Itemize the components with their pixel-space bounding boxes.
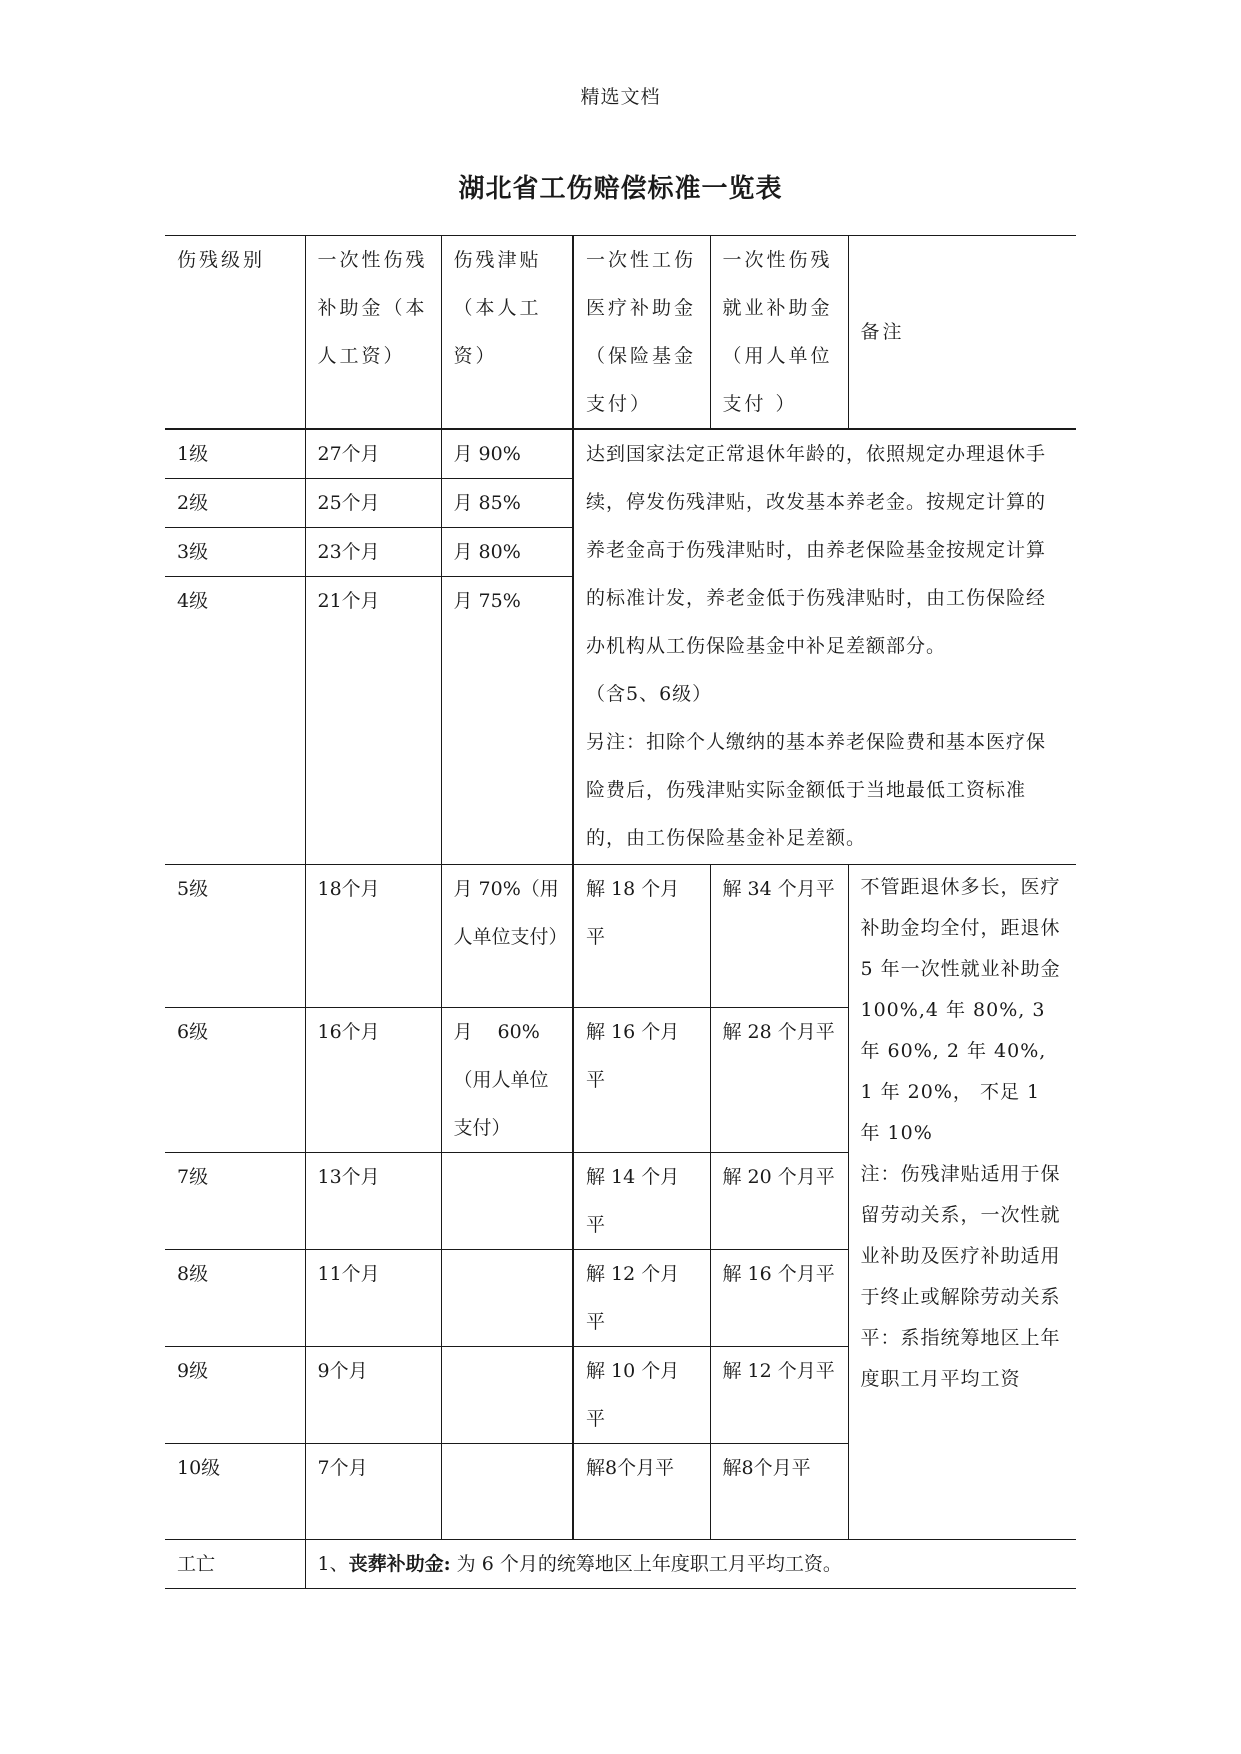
medical-cell: 解 10 个月平	[573, 1347, 710, 1444]
level-cell: 10级	[165, 1444, 305, 1540]
medical-cell: 解 12 个月平	[573, 1250, 710, 1347]
header-medical: 一次性工伤医疗补助金（保险基金支付）	[573, 236, 710, 430]
remarks-note-part2: 注：伤残津贴适用于保留劳动关系，一次性就业补助及医疗补助适用于终止或解除劳动关系	[860, 1163, 1061, 1308]
remarks-note-part3: 平：系指统筹地区上年度职工月平均工资	[860, 1327, 1061, 1390]
employment-cell: 解 12 个月平	[710, 1347, 848, 1444]
employment-cell: 解 16 个月平	[710, 1250, 848, 1347]
level-cell: 2级	[165, 479, 305, 528]
table-header-row	[165, 236, 1076, 430]
death-row	[165, 1540, 1076, 1589]
header-level: 伤残级别	[165, 236, 305, 430]
level-cell: 8级	[165, 1250, 305, 1347]
page-header-note: 精选文档	[580, 86, 661, 108]
lump-sum-cell: 18个月	[305, 865, 441, 1008]
allowance-cell: 月 90%	[441, 429, 573, 479]
lump-sum-cell: 16个月	[305, 1008, 441, 1153]
lump-sum-cell: 7个月	[305, 1444, 441, 1540]
allowance-cell: 月 60%（用人单位支付）	[441, 1008, 573, 1153]
retirement-note-main: 达到国家法定正常退休年龄的，依照规定办理退休手续，停发伤残津贴，改发基本养老金。按规定计算的养老金高于伤残津贴时，由养老保险基金按规定计算的标准计发，养老金低于伤残津贴时，由工伤保险经办机构从工伤保险基金中补足差额部分。	[586, 443, 1047, 657]
employment-cell: 解8个月平	[710, 1444, 848, 1540]
remarks-note-part1: 不管距退休多长，医疗补助金均全付，距退休 5 年一次性就业补助金 100%,4 年 80%, 3 年 60%, 2 年 40%, 1 年 20%， 不足 1 年 10%	[860, 876, 1061, 1144]
compensation-table	[165, 235, 1076, 1589]
allowance-cell: 月 75%	[441, 577, 573, 865]
header-allowance: 伤残津贴（本人工资）	[441, 236, 573, 430]
lump-sum-cell: 21个月	[305, 577, 441, 865]
document-title: 湖北省工伤赔偿标准一览表	[458, 174, 783, 204]
medical-cell: 解 16 个月平	[573, 1008, 710, 1153]
retirement-note-extra: 另注：扣除个人缴纳的基本养老保险费和基本医疗保险费后，伤残津贴实际金额低于当地最低工资标准的，由工伤保险基金补足差额。	[586, 731, 1047, 849]
lump-sum-cell: 25个月	[305, 479, 441, 528]
death-item-bold: 丧葬补助金:	[348, 1553, 451, 1575]
allowance-cell: 月 80%	[441, 528, 573, 577]
allowance-cell	[441, 1250, 573, 1347]
level-cell: 4级	[165, 577, 305, 865]
allowance-cell: 月 70%（用人单位支付）	[441, 865, 573, 1008]
retirement-note-cell	[573, 429, 1076, 865]
allowance-cell: 月 85%	[441, 479, 573, 528]
lump-sum-cell: 9个月	[305, 1347, 441, 1444]
table-row	[165, 429, 1076, 479]
lump-sum-cell: 23个月	[305, 528, 441, 577]
level-cell: 5级	[165, 865, 305, 1008]
level-cell: 6级	[165, 1008, 305, 1153]
allowance-cell	[441, 1347, 573, 1444]
death-item-cell	[305, 1540, 1076, 1589]
employment-cell: 解 20 个月平	[710, 1153, 848, 1250]
employment-cell: 解 28 个月平	[710, 1008, 848, 1153]
header-lump-sum: 一次性伤残补助金（本人工资）	[305, 236, 441, 430]
lump-sum-cell: 27个月	[305, 429, 441, 479]
employment-cell: 解 34 个月平	[710, 865, 848, 1008]
retirement-note-scope: （含5、6级）	[586, 683, 713, 705]
level-cell: 3级	[165, 528, 305, 577]
allowance-cell	[441, 1444, 573, 1540]
level-cell: 7级	[165, 1153, 305, 1250]
header-employment: 一次性伤残就业补助金（用人单位支付 ）	[710, 236, 848, 430]
level-cell: 1级	[165, 429, 305, 479]
level-cell: 9级	[165, 1347, 305, 1444]
medical-cell: 解8个月平	[573, 1444, 710, 1540]
table-row	[165, 865, 1076, 1008]
remarks-note-cell	[848, 865, 1076, 1540]
death-label-cell: 工亡	[165, 1540, 305, 1589]
death-item-prefix: 1、	[317, 1553, 349, 1575]
medical-cell: 解 18 个月平	[573, 865, 710, 1008]
lump-sum-cell: 11个月	[305, 1250, 441, 1347]
allowance-cell	[441, 1153, 573, 1250]
header-remarks: 备注	[848, 236, 1076, 430]
medical-cell: 解 14 个月平	[573, 1153, 710, 1250]
lump-sum-cell: 13个月	[305, 1153, 441, 1250]
death-item-text: 为 6 个月的统筹地区上年度职工月平均工资。	[450, 1553, 842, 1575]
